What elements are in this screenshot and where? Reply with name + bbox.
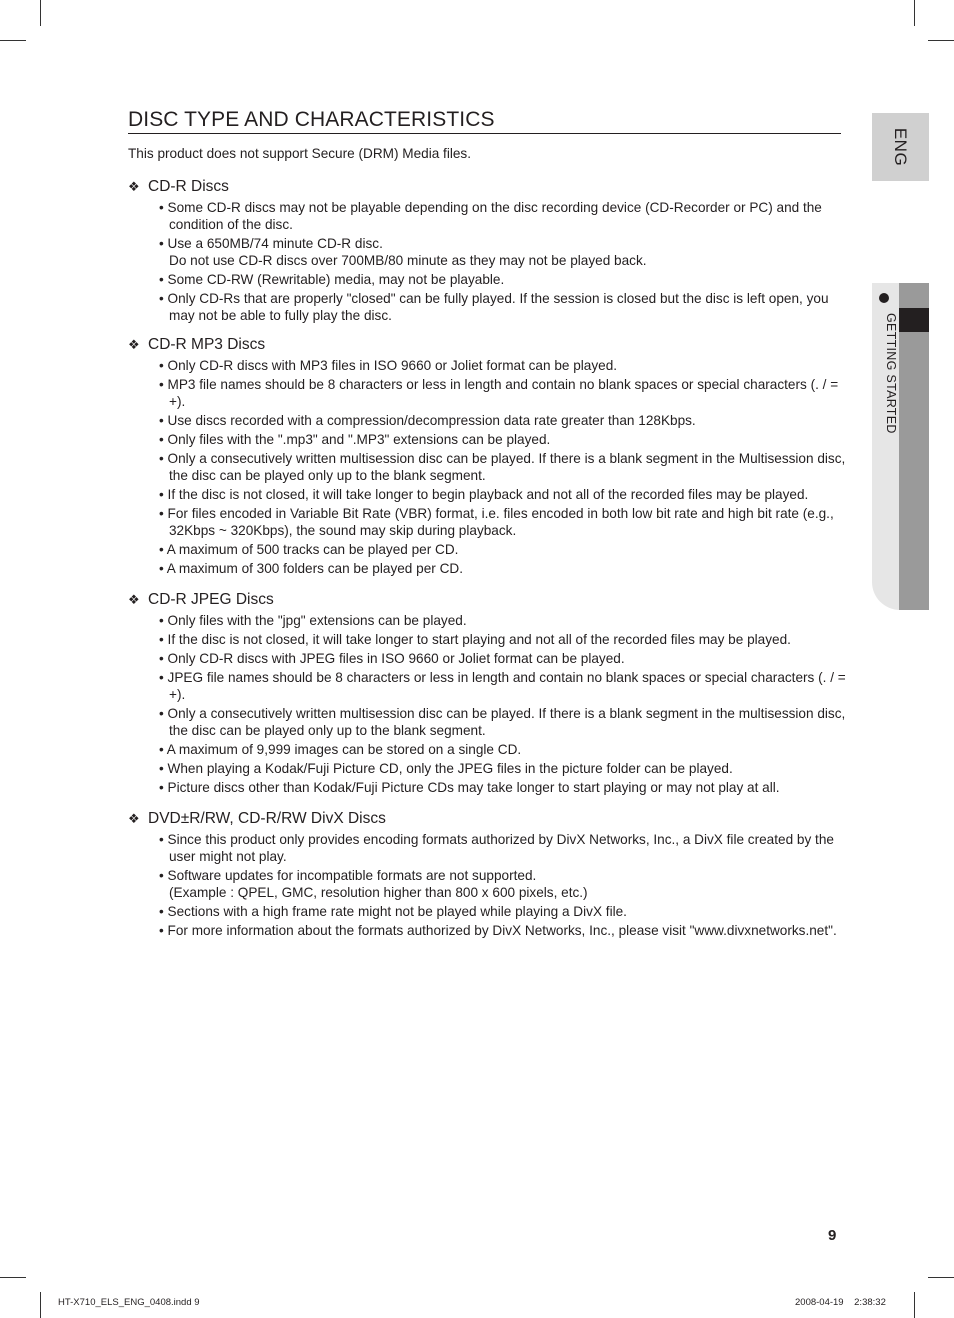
bullet-dot-icon [879, 293, 889, 303]
footer-timestamp: 2008-04-19 2:38:32 [795, 1297, 886, 1308]
list-item: • For more information about the formats authorized by DivX Networks, Inc., please visit "www.divxnetworks.net". [159, 923, 837, 938]
list-item: • Use a 650MB/74 minute CD-R disc. Do not use CD-R discs over 700MB/80 minute as they may not be played back. [159, 236, 647, 268]
list-item: • Only files with the "jpg" extensions can be played. [159, 613, 467, 628]
list-item: • Some CD-R discs may not be playable depending on the disc recording device (CD-Recorder or PC) and the condition of the disc. [159, 200, 822, 232]
list-item: • Only a consecutively written multisession disc can be played. If there is a blank segment in the Multisession disc, the disc can be played only up to the blank segment. [159, 451, 846, 483]
chapter-tab-marker [899, 308, 929, 332]
section-heading: CD-R Discs [148, 178, 229, 195]
list-item: • Only CD-R discs with JPEG files in ISO 9660 or Joliet format can be played. [159, 651, 625, 666]
bullet-list [128, 612, 848, 796]
crop-mark [928, 1277, 954, 1278]
list-item: • Only CD-R discs with MP3 files in ISO 9660 or Joliet format can be played. [159, 358, 618, 373]
diamond-bullet-icon: ❖ [128, 179, 140, 194]
section-heading: DVD±R/RW, CD-R/RW DivX Discs [148, 810, 386, 827]
crop-mark [914, 0, 915, 26]
list-item: • MP3 file names should be 8 characters or less in length and contain no blank spaces or special characters (. / = +). [159, 377, 839, 409]
list-item: • Some CD-RW (Rewritable) media, may not be playable. [159, 272, 505, 287]
list-item: • A maximum of 300 folders can be played per CD. [159, 561, 463, 576]
list-item: • If the disc is not closed, it will take longer to begin playback and not all of the recorded files may be played. [159, 487, 809, 502]
list-item: • JPEG file names should be 8 characters or less in length and contain no blank spaces or special characters (. / = +). [159, 670, 846, 702]
list-item: • When playing a Kodak/Fuji Picture CD, only the JPEG files in the picture folder can be played. [159, 761, 733, 776]
crop-mark [40, 1292, 41, 1318]
section-heading: CD-R JPEG Discs [148, 591, 274, 608]
crop-mark [914, 1292, 915, 1318]
diamond-bullet-icon: ❖ [128, 337, 140, 352]
list-item: • Only CD-Rs that are properly "closed" can be fully played. If the session is closed but the disc is left open, you may not be able to fully play the disc. [159, 291, 829, 323]
list-item: • A maximum of 9,999 images can be stored on a single CD. [159, 742, 522, 757]
list-item: • Only files with the ".mp3" and ".MP3" extensions can be played. [159, 432, 551, 447]
page-number: 9 [828, 1227, 837, 1244]
bullet-list [128, 831, 848, 939]
section-cd-r-jpeg [128, 591, 848, 798]
list-item: • Use discs recorded with a compression/decompression data rate greater than 128Kbps. [159, 413, 696, 428]
page-title: DISC TYPE AND CHARACTERISTICS [128, 108, 841, 134]
list-item: • A maximum of 500 tracks can be played per CD. [159, 542, 459, 557]
diamond-bullet-icon: ❖ [128, 811, 140, 826]
section-cd-r-mp3 [128, 336, 848, 579]
bullet-list [128, 357, 848, 577]
crop-mark [40, 0, 41, 26]
section-heading: CD-R MP3 Discs [148, 336, 266, 353]
list-item: • Since this product only provides encoding formats authorized by DivX Networks, Inc., a DivX file created by the user might not play. [159, 832, 834, 864]
bullet-list [128, 199, 848, 324]
section-cd-r [128, 178, 848, 326]
section-divx [128, 810, 848, 941]
crop-mark [0, 1277, 26, 1278]
crop-mark [0, 40, 26, 41]
list-item: • Only a consecutively written multisession disc can be played. If there is a blank segment in the multisession disc, the disc can be played only up to the blank segment. [159, 706, 846, 738]
language-label: ENG [891, 127, 910, 167]
language-tab [872, 113, 929, 181]
chapter-label: GETTING STARTED [884, 313, 898, 434]
list-item: • If the disc is not closed, it will take longer to start playing and not all of the recorded files may be played. [159, 632, 791, 647]
chapter-tab-stripe [899, 283, 929, 610]
footer-filename: HT-X710_ELS_ENG_0408.indd 9 [58, 1297, 200, 1308]
intro-text: This product does not support Secure (DRM) Media files. [128, 146, 472, 161]
list-item: • Sections with a high frame rate might not be played while playing a DivX file. [159, 904, 627, 919]
list-item: • Picture discs other than Kodak/Fuji Picture CDs may take longer to start playing or may not play at all. [159, 780, 780, 795]
list-item: • Software updates for incompatible formats are not supported. (Example : QPEL, GMC, resolution higher than 800 x 600 pixels, etc.) [159, 868, 588, 900]
crop-mark [928, 40, 954, 41]
list-item: • For files encoded in Variable Bit Rate (VBR) format, i.e. files encoded in both low bit rate and high bit rate (e.g., 32Kbps ~ 320Kbps), the sound may skip during playback. [159, 506, 834, 538]
diamond-bullet-icon: ❖ [128, 592, 140, 607]
